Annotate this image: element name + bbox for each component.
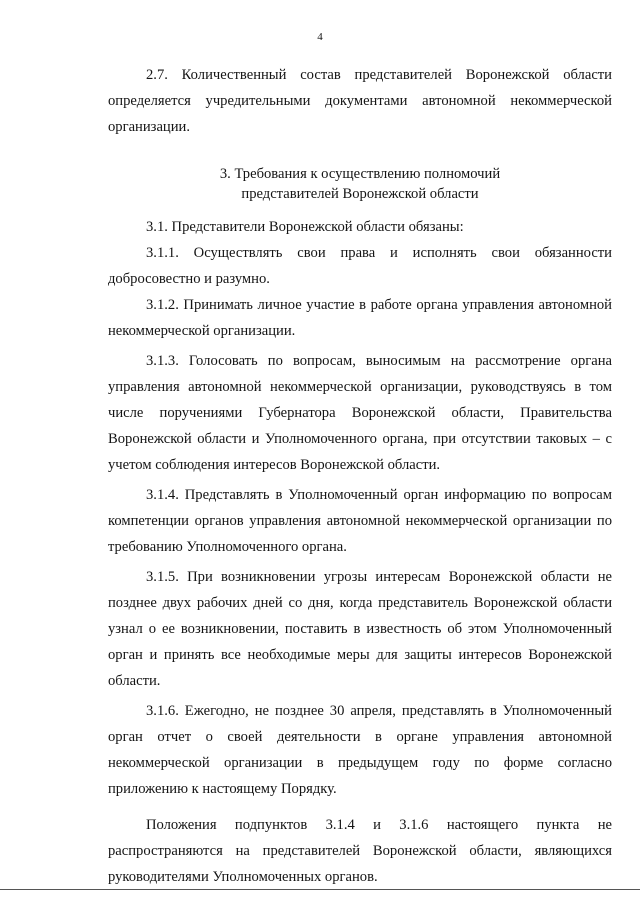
page-number: 4: [317, 31, 323, 43]
paragraph-3-1-2: 3.1.2. Принимать личное участие в работе органа управления автономной некоммерческой организации.: [108, 297, 612, 339]
paragraph-3-1-3: 3.1.3. Голосовать по вопросам, выносимым на рассмотрение органа управления автономной некоммерческой организации, руководствуясь в том числе поручениями Губернатора Воронежской области, Правительства Воронежской области и Уполномоченного органа, при отсутствии таковых – с учетом соблюдения интересов Воронежской области.: [108, 353, 612, 473]
paragraph-3-1-6: 3.1.6. Ежегодно, не позднее 30 апреля, представлять в Уполномоченный орган отчет о своей деятельности в органе управления автономной некоммерческой организации в предыдущем году по форме согласно приложению к настоящему Порядку.: [108, 703, 612, 797]
section-3-heading: [108, 164, 612, 204]
bottom-rule: [0, 889, 640, 890]
paragraph-3-1: 3.1. Представители Воронежской области обязаны:: [146, 219, 464, 235]
document-body: [108, 62, 612, 890]
paragraph-3-1-1: 3.1.1. Осуществлять свои права и исполнять свои обязанности добросовестно и разумно.: [108, 245, 612, 287]
section-3-heading-line-1: 3. Требования к осуществлению полномочий: [219, 166, 501, 182]
section-3-heading-line-2: представителей Воронежской области: [241, 186, 479, 202]
closing-paragraph: Положения подпунктов 3.1.4 и 3.1.6 настоящего пункта не распространяются на представителей Воронежской области, являющихся руководителями Уполномоченных органов.: [108, 817, 612, 885]
paragraph-2-7: 2.7. Количественный состав представителей Воронежской области определяется учредительными документами автономной некоммерческой организации.: [108, 67, 612, 135]
paragraph-3-1-5: 3.1.5. При возникновении угрозы интересам Воронежской области не позднее двух рабочих дней со дня, когда представитель Воронежской области узнал о ее возникновении, поставить в известность об этом Уполномоченный орган и принять все необходимые меры для защиты интересов Воронежской области.: [108, 569, 612, 689]
paragraph-3-1-4: 3.1.4. Представлять в Уполномоченный орган информацию по вопросам компетенции органов управления автономной некоммерческой организации по требованию Уполномоченного органа.: [108, 487, 612, 555]
